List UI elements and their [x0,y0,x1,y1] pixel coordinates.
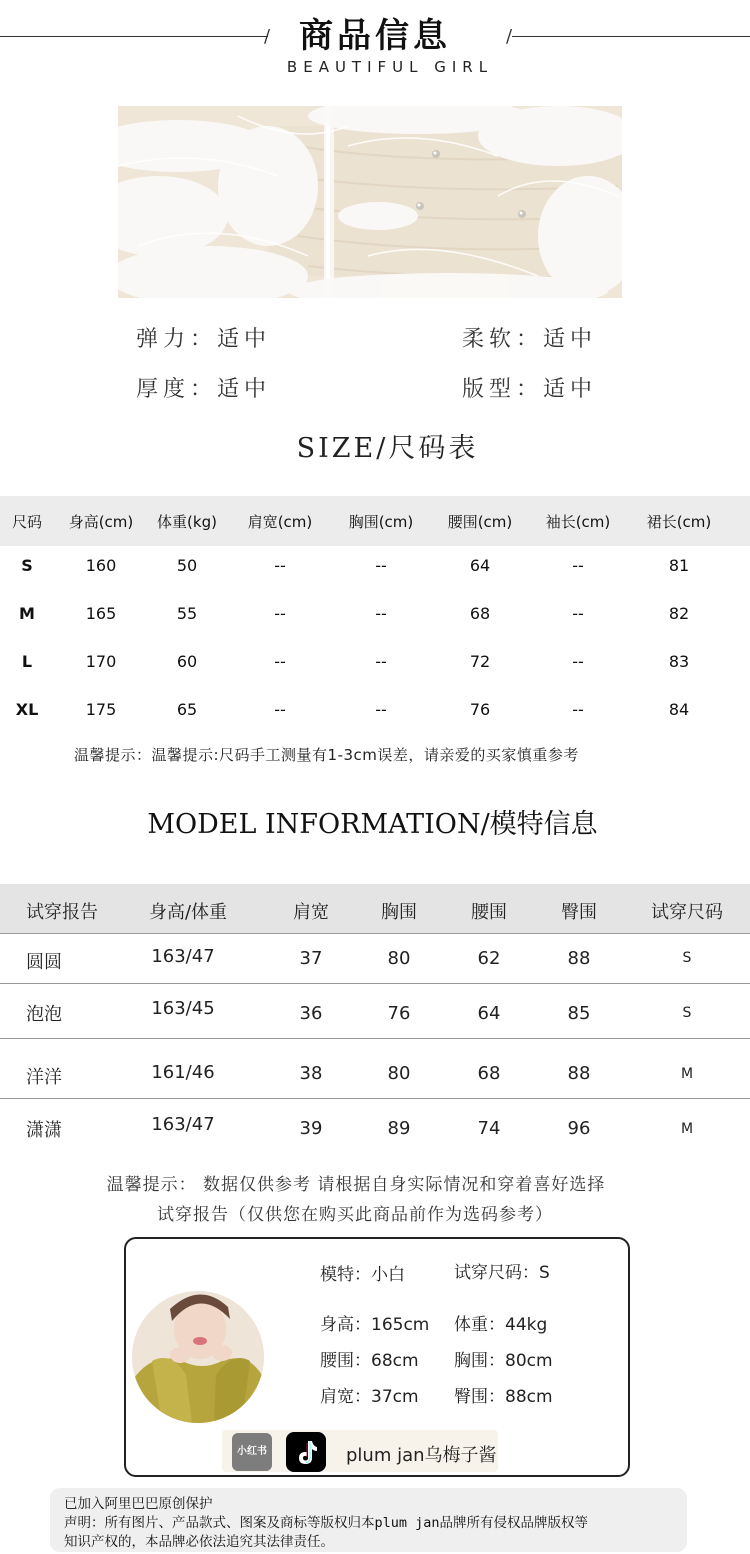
model-row-3-bust: 80 [387,1063,411,1084]
model-row-3-hw: 161/46 [151,1062,215,1083]
model-row-2-shoulder: 36 [299,1003,323,1024]
model-row-4-size: M [680,1121,694,1137]
model-row-1-size: S [682,950,692,966]
size-col-skirt: 裙长(cm) [646,513,712,531]
model-row-2-bust: 76 [387,1003,411,1024]
size-col-weight: 体重(kg) [157,513,217,531]
model-row-4-name: 潇潇 [26,1120,62,1141]
model-row-2-name: 泡泡 [26,1004,62,1025]
attribute-fit: 版型：适中 [462,377,598,402]
card-try-size: 试穿尺码：S [454,1263,550,1283]
model-row-2-hw: 163/45 [151,998,215,1019]
size-row-xl-weight: 65 [176,700,198,719]
model-row-1-hw: 163/47 [151,946,215,967]
page-subtitle: BEAUTIFUL GIRL [286,58,494,76]
size-row-xl-skirt: 84 [668,700,690,719]
brand-handle[interactable]: plum jan乌梅子酱 [346,1445,497,1466]
size-row-xl-bust: -- [375,700,387,719]
model-table-divider [0,933,750,934]
size-row-m-sleeve: -- [572,604,584,623]
size-row-l-height: 170 [85,652,117,671]
copyright-line-2: 声明：所有图片、产品款式、图案及商标等版权归本plum jan品牌所有侵权品牌版权等 [64,1515,589,1531]
model-row-4-hip: 96 [567,1118,591,1139]
model-col-hip: 臀围 [561,902,597,923]
card-shoulder: 肩宽：37cm [320,1387,419,1407]
size-row-xl-shoulder: -- [274,700,286,719]
card-height: 身高：165cm [320,1315,430,1335]
model-row-3-waist: 68 [477,1063,501,1084]
model-avatar [132,1291,264,1423]
size-row-xl-height: 175 [85,700,117,719]
size-row-s-sleeve: -- [572,556,584,575]
model-row-2-hip: 85 [567,1003,591,1024]
model-row-2-waist: 64 [477,1003,501,1024]
size-row-m-size: M [19,604,35,623]
size-row-l-weight: 60 [176,652,198,671]
size-col-shoulder: 肩宽(cm) [247,513,313,531]
copyright-line-3: 知识产权的，本品牌必依法追究其法律责任。 [64,1534,334,1550]
model-row-1-hip: 88 [567,948,591,969]
page-title: 商品信息 [299,16,451,56]
size-row-l-waist: 72 [469,652,491,671]
size-row-xl-sleeve: -- [572,700,584,719]
size-col-height: 身高(cm) [68,513,134,531]
size-row-s-weight: 50 [176,556,198,575]
model-col-size: 试穿尺码 [651,902,723,923]
model-table-divider [0,1098,750,1099]
xiaohongshu-icon[interactable]: 小红书 [232,1433,272,1471]
size-row-l-shoulder: -- [274,652,286,671]
size-row-m-skirt: 82 [668,604,690,623]
model-col-shoulder: 肩宽 [293,902,329,923]
model-col-report: 试穿报告 [26,902,98,923]
card-weight: 体重：44kg [454,1315,548,1335]
model-row-2-size: S [682,1005,692,1021]
size-col-sleeve: 袖长(cm) [545,513,611,531]
size-row-m-waist: 68 [469,604,491,623]
model-info-title: MODEL INFORMATION/模特信息 [147,809,598,840]
size-row-l-skirt: 83 [668,652,690,671]
model-col-waist: 腰围 [471,902,507,923]
size-row-m-weight: 55 [176,604,198,623]
size-row-l-bust: -- [375,652,387,671]
model-row-1-bust: 80 [387,948,411,969]
size-row-xl-size: XL [15,700,39,719]
model-row-4-hw: 163/47 [151,1114,215,1135]
model-table-divider [0,1038,750,1039]
model-row-1-name: 圆圆 [26,952,62,973]
card-hip: 臀围：88cm [454,1387,553,1407]
size-row-s-skirt: 81 [668,556,690,575]
model-row-3-name: 洋洋 [26,1067,62,1088]
size-measurement-tip: 温馨提示：温馨提示:尺码手工测量有1-3cm误差，请亲爱的买家慎重参考 [74,746,579,764]
attribute-thickness: 厚度：适中 [136,377,272,402]
tiktok-icon[interactable] [286,1432,326,1472]
product-detail-photo [118,106,622,298]
model-row-3-hip: 88 [567,1063,591,1084]
size-row-m-height: 165 [85,604,117,623]
model-col-bust: 胸围 [381,902,417,923]
model-row-1-waist: 62 [477,948,501,969]
header-left-slash: / [264,26,271,47]
size-row-s-shoulder: -- [274,556,286,575]
size-col-size: 尺码 [11,513,42,531]
attribute-softness: 柔软：适中 [462,327,598,352]
model-data-tip: 温馨提示： 数据仅供参考 请根据自身实际情况和穿着喜好选择 [106,1175,606,1195]
model-row-3-size: M [680,1066,694,1082]
model-row-4-shoulder: 39 [299,1118,323,1139]
header-right-rule [512,36,750,37]
size-row-xl-waist: 76 [469,700,491,719]
size-row-s-height: 160 [85,556,117,575]
model-col-hw: 身高/体重 [148,902,228,923]
attribute-elasticity: 弹力：适中 [136,327,272,352]
size-row-l-size: L [21,652,33,671]
size-row-s-size: S [21,556,33,575]
size-row-s-waist: 64 [469,556,491,575]
size-row-m-bust: -- [375,604,387,623]
card-model-name: 模特：小白 [320,1265,405,1285]
size-chart-title: SIZE/尺码表 [296,433,479,464]
model-table-divider [0,983,750,984]
model-report-note: 试穿报告（仅供您在购买此商品前作为选码参考） [157,1205,553,1225]
model-row-1-shoulder: 37 [299,948,323,969]
size-row-s-bust: -- [375,556,387,575]
header-right-slash: / [506,26,513,47]
size-col-bust: 胸围(cm) [348,513,414,531]
copyright-line-1: 已加入阿里巴巴原创保护 [64,1496,213,1512]
model-row-4-waist: 74 [477,1118,501,1139]
card-bust: 胸围：80cm [454,1351,553,1371]
model-row-4-bust: 89 [387,1118,411,1139]
size-row-l-sleeve: -- [572,652,584,671]
card-waist: 腰围：68cm [320,1351,419,1371]
size-col-waist: 腰围(cm) [447,513,513,531]
model-row-3-shoulder: 38 [299,1063,323,1084]
size-row-m-shoulder: -- [274,604,286,623]
